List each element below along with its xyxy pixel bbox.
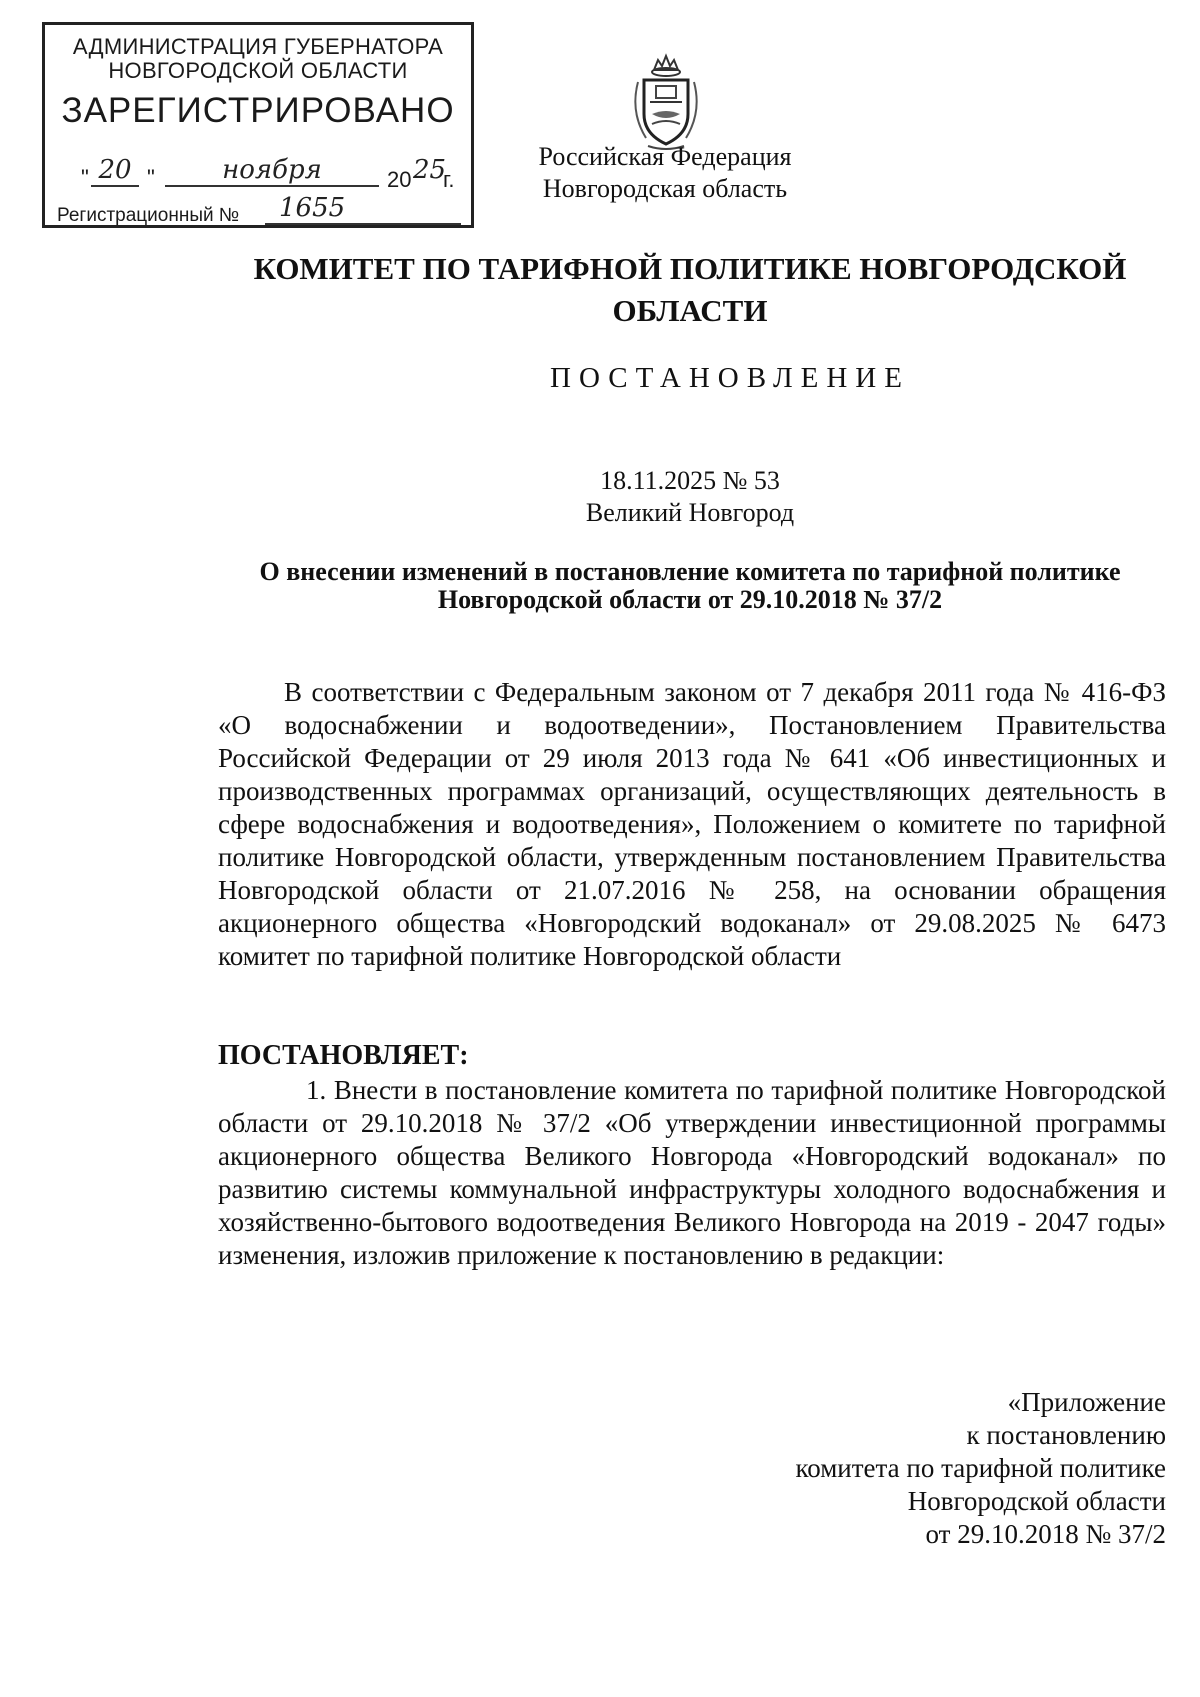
committee-title-line2: ОБЛАСТИ [612, 293, 768, 328]
stamp-year-prefix: 20 [387, 167, 412, 192]
stamp-year: 25 [413, 155, 447, 185]
stamp-title: ЗАРЕГИСТРИРОВАНО [61, 91, 455, 130]
preamble-paragraph: В соответствии с Федеральным законом от 7 декабря 2011 года № 416-ФЗ «О водоснабжении и водоотведении», Постановлением Правительства Российской Федерации от 29 июля 2013 года № 641 «Об инвестиционных и производственных программах организаций, осуществляющих деятельность в сфере водоснабжения и водоотведения», Положением о комитете по тарифной политике Новгородской области, утвержденным постановлением Правительства Новгородской области от 21.07.2016 № 258, на основании обращения акционерного общества «Новгородский водоканал» от 29.08.2025 № 6473 комитет по тарифной политике Новгородской области [218, 677, 1166, 971]
document-subject-line2: Новгородской области от 29.10.2018 № 37/2 [437, 585, 943, 614]
stamp-organization-line1: АДМИНИСТРАЦИЯ ГУБЕРНАТОРА [72, 34, 444, 59]
stamp-day: 20 [91, 155, 139, 187]
stamp-quote-close: " [147, 165, 155, 190]
appendix-reference [700, 1386, 1166, 1551]
committee-title [250, 248, 1130, 332]
stamp-year-suffix: г. [443, 167, 455, 192]
document-city: Великий Новгород [585, 498, 795, 527]
appendix-line2: к постановлению [966, 1420, 1166, 1450]
stamp-registration-number: 1655 [265, 193, 461, 225]
stamp-quote-open: " [81, 165, 89, 190]
appendix-line1: «Приложение [1007, 1387, 1166, 1417]
resolves-heading: ПОСТАНОВЛЯЕТ: [218, 1040, 469, 1071]
stamp-registration [57, 193, 467, 231]
stamp-organization-line2: НОВГОРОДСКОЙ ОБЛАСТИ [108, 58, 408, 83]
region-name: Новгородская область [542, 174, 788, 203]
document-subject [210, 558, 1170, 614]
committee-title-line1: КОМИТЕТ ПО ТАРИФНОЙ ПОЛИТИКЕ НОВГОРОДСКОЙ [253, 251, 1127, 286]
stamp-organization [45, 35, 471, 83]
country-name: Российская Федерация [538, 142, 792, 171]
appendix-line5: от 29.10.2018 № 37/2 [925, 1519, 1166, 1549]
stamp-registration-label: Регистрационный № [57, 205, 240, 226]
appendix-line3: комитета по тарифной политике [795, 1453, 1166, 1483]
document-date-number: 18.11.2025 № 53 [600, 466, 780, 495]
coat-of-arms-icon [626, 52, 706, 152]
registration-stamp [42, 22, 474, 228]
document-type: ПОСТАНОВЛЕНИЕ [550, 362, 910, 394]
stamp-month: ноября [165, 155, 379, 187]
stamp-date [77, 155, 469, 191]
item-1-paragraph: 1. Внести в постановление комитета по тарифной политике Новгородской области от 29.10.2018 № 37/2 «Об утверждении инвестиционной программы акционерного общества Великого Новгорода «Новгородский водоканал» по развитию системы коммунальной инфраструктуры холодного водоснабжения и хозяйственно-бытового водоотведения Великого Новгорода на 2019 - 2047 годы» изменения, изложив приложение к постановлению в редакции: [218, 1075, 1166, 1270]
document-subject-line1: О внесении изменений в постановление комитета по тарифной политике [259, 557, 1121, 586]
appendix-line4: Новгородской области [907, 1486, 1166, 1516]
